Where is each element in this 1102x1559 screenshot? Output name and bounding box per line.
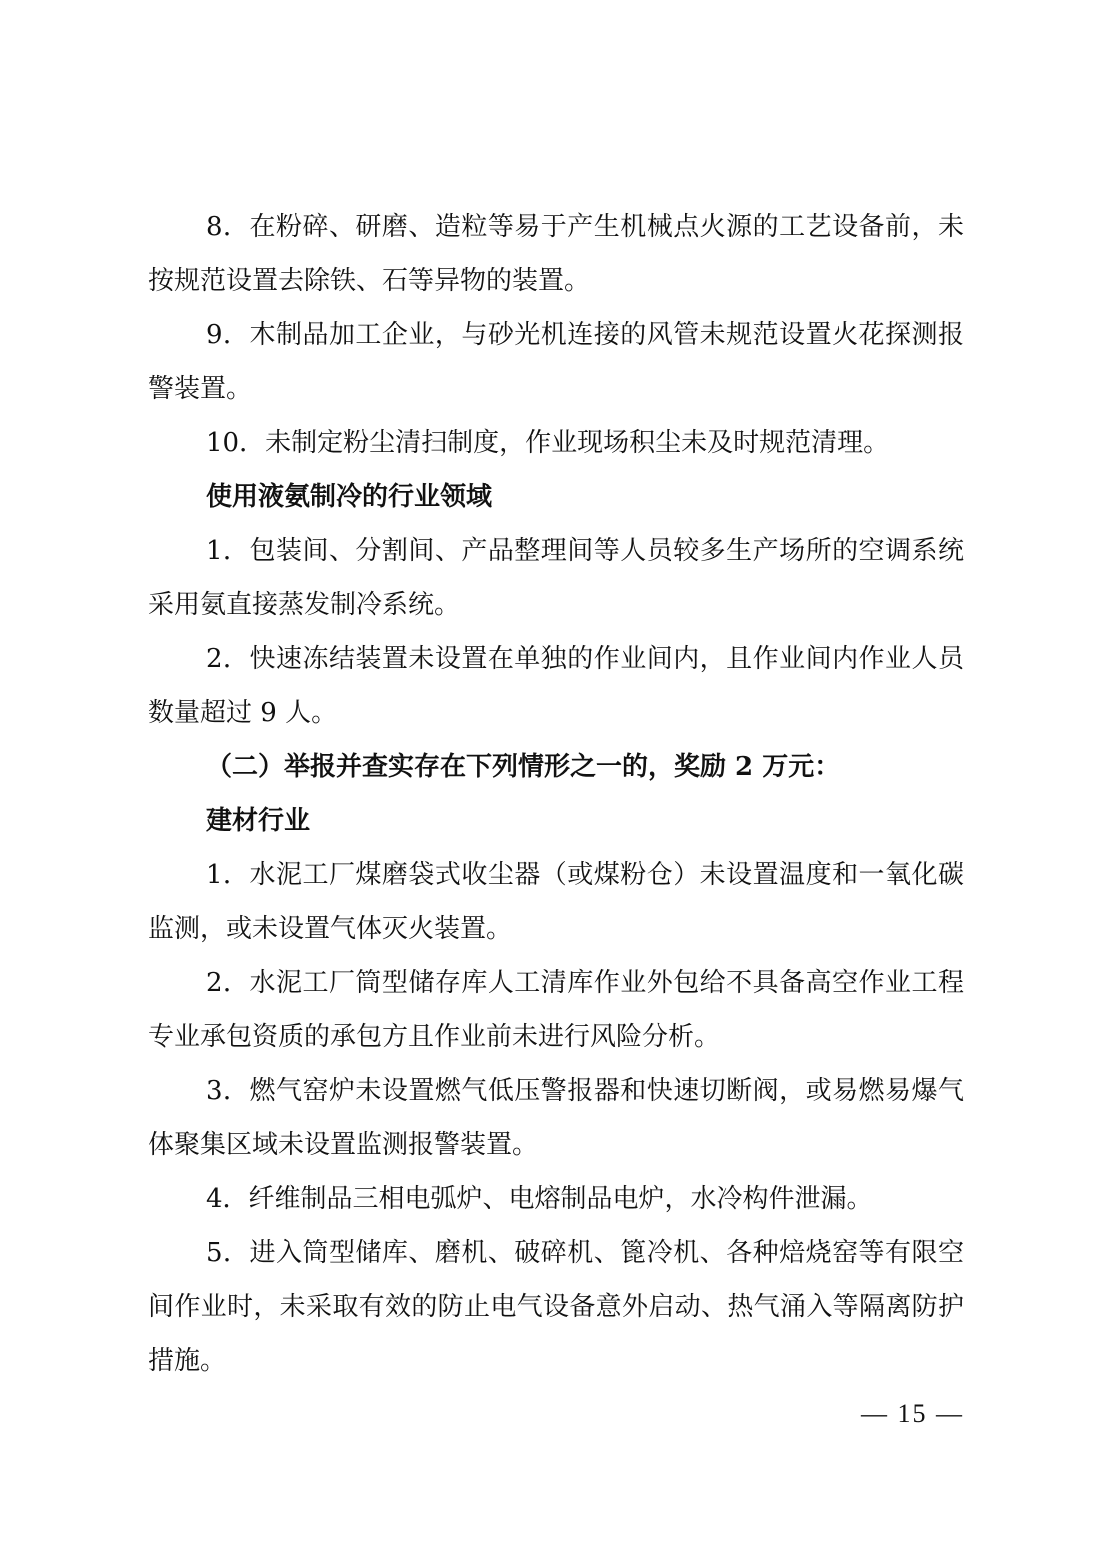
paragraph-building-item-1: 1．水泥工厂煤磨袋式收尘器（或煤粉仓）未设置温度和一氧化碳监测，或未设置气体灭火装置。 xyxy=(148,860,964,944)
paragraph-building-item-3: 3．燃气窑炉未设置燃气低压警报器和快速切断阀，或易燃易爆气体聚集区域未设置监测报警装置。 xyxy=(148,1076,964,1160)
paragraph-building-item-2: 2．水泥工厂筒型储存库人工清库作业外包给不具备高空作业工程专业承包资质的承包方且作业前未进行风险分析。 xyxy=(148,968,964,1052)
paragraph-item-8: 8．在粉碎、研磨、造粒等易于产生机械点火源的工艺设备前，未按规范设置去除铁、石等异物的装置。 xyxy=(148,212,964,296)
paragraph-item-9: 9．木制品加工企业，与砂光机连接的风管未规范设置火花探测报警装置。 xyxy=(148,320,964,404)
reward-heading: （二）举报并查实存在下列情形之一的，奖励 2 万元： xyxy=(206,752,841,782)
paragraph-item-10: 10．未制定粉尘清扫制度，作业现场积尘未及时规范清理。 xyxy=(206,428,890,458)
section-heading-liquid-ammonia: 使用液氨制冷的行业领域 xyxy=(206,482,493,512)
section-heading-building-materials: 建材行业 xyxy=(206,806,311,836)
document-body xyxy=(148,200,964,1388)
paragraph-building-item-4: 4．纤维制品三相电弧炉、电熔制品电炉，水冷构件泄漏。 xyxy=(206,1184,873,1214)
paragraph-ammonia-item-1: 1．包装间、分割间、产品整理间等人员较多生产场所的空调系统采用氨直接蒸发制冷系统。 xyxy=(148,536,964,620)
paragraph-ammonia-item-2: 2．快速冻结装置未设置在单独的作业间内，且作业间内作业人员数量超过 9 人。 xyxy=(148,644,964,728)
page-number: — 15 — xyxy=(861,1399,964,1428)
paragraph-building-item-5: 5．进入筒型储库、磨机、破碎机、篦冷机、各种焙烧窑等有限空间作业时，未采取有效的防止电气设备意外启动、热气涌入等隔离防护措施。 xyxy=(148,1238,964,1376)
